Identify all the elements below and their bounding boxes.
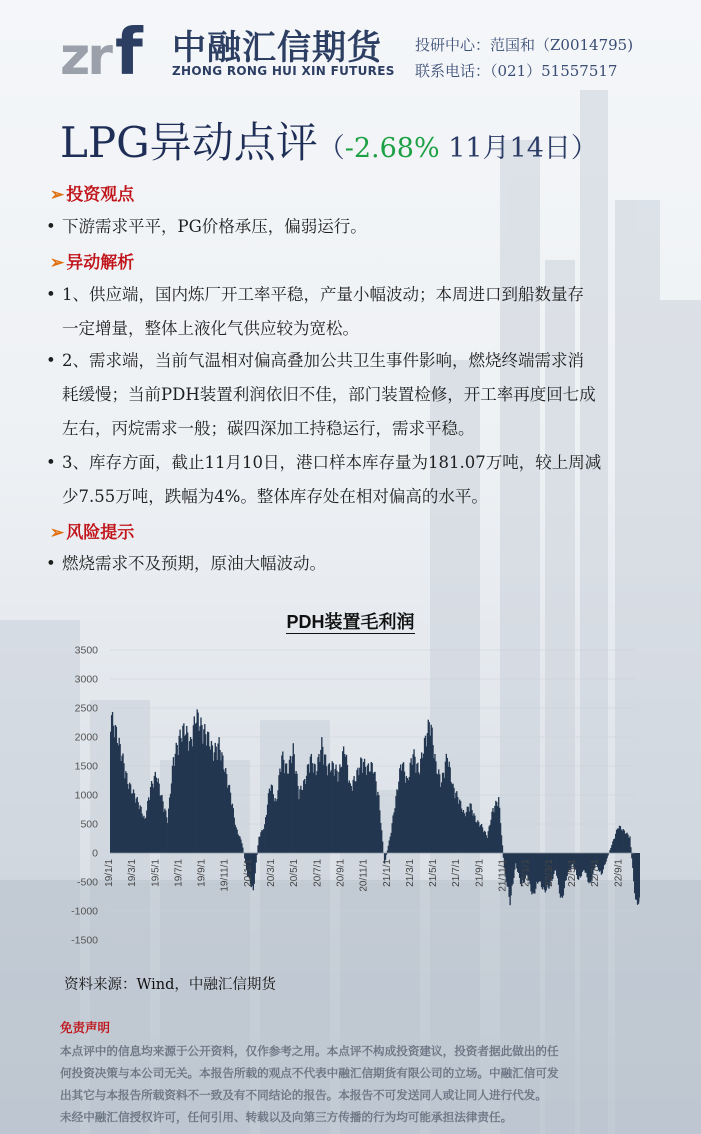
y-tick-label: 500 (80, 818, 98, 831)
x-tick-label: 21/7/1 (451, 859, 463, 887)
x-tick-label: 19/3/1 (127, 859, 139, 887)
bullet-icon: • (46, 453, 56, 472)
area-segment (502, 845, 503, 853)
title-change: -2.68% (344, 133, 440, 164)
section-analysis: ➢ 异动解析 (50, 253, 135, 273)
arrow-icon: ➢ (50, 185, 65, 205)
section-risk: ➢ 风险提示 (50, 523, 135, 543)
y-tick-label: 2500 (74, 702, 98, 715)
x-tick-label: 21/3/1 (404, 859, 416, 887)
x-tick-label: 20/1/1 (242, 859, 254, 887)
bullet-icon: • (46, 554, 56, 573)
risk-text: • 燃烧需求不及预期，原油大幅波动。 (46, 547, 658, 581)
analysis-point-1: • 1、供应端，国内炼厂开工率平稳，产量小幅波动；本周进口到船数量存 一定增量，整体上液化气供应较为宽松。 (46, 278, 658, 346)
svg-text:f: f (115, 16, 143, 82)
disclaimer-title: 免责声明 (60, 1020, 111, 1035)
arrow-icon: ➢ (50, 253, 65, 273)
x-tick-label: 22/9/1 (613, 859, 625, 887)
logo-chinese-name: 中融汇信期货 (172, 28, 382, 68)
x-tick-label: 19/5/1 (150, 859, 162, 887)
bullet-icon: • (46, 217, 56, 236)
x-tick-label: 22/7/1 (590, 859, 602, 887)
contact-phone: 联系电话：（021）51557517 (415, 62, 618, 80)
contact-analyst: 投研中心：范国和（Z0014795) (415, 36, 634, 54)
chart-title: PDH装置毛利润 (286, 612, 415, 632)
x-tick-label: 19/1/1 (104, 859, 115, 887)
x-tick-label: 21/11/1 (497, 859, 509, 892)
bullet-icon: • (46, 285, 56, 304)
x-tick-label: 22/5/1 (567, 859, 578, 887)
y-tick-label: 0 (92, 847, 98, 860)
bullet-icon: • (46, 351, 56, 370)
area-segment (242, 848, 243, 853)
x-tick-label: 19/7/1 (173, 859, 185, 887)
y-tick-label: 3000 (74, 673, 98, 686)
pdh-margin-chart (50, 640, 640, 960)
x-tick-label: 20/3/1 (266, 859, 277, 887)
contact-info (415, 32, 633, 84)
logo-english-name: ZHONG RONG HUI XIN FUTURES (172, 64, 395, 78)
x-tick-label: 20/7/1 (312, 859, 324, 887)
x-tick-label: 22/1/1 (520, 859, 532, 887)
x-tick-label: 21/5/1 (428, 859, 440, 887)
title-paren-open: （ (317, 133, 345, 164)
disclaimer-text: 本点评中的信息均来源于公开资料，仅作参考之用。本点评不构成投资建议，投资者据此做出的任 何投资决策与本公司无关。本报告所载的观点不代表中融汇信期货有限公司的立场。中融汇信可发 出其它与本报告所载资料不一致及有不同结论的报告。本报告不可发送同人或让同人进行代发。 未经中融汇信授权许可，任何引用、转载以及向第三方传播的行为均可能承担法律责任。 (60, 1044, 559, 1124)
y-tick-label: 3500 (74, 644, 98, 657)
analysis-point-2: • 2、需求端，当前气温相对偏高叠加公共卫生事件影响，燃烧终端需求消 耗缓慢；当前PDH装置利润依旧不佳，部门装置检修，开工率再度回七成 左右，丙烷需求一般；碳四深加工持稳运行，需求平稳。 (46, 344, 658, 446)
y-tick-label: 1500 (74, 760, 98, 773)
x-tick-label: 21/9/1 (474, 859, 486, 887)
x-tick-label: 19/11/1 (219, 859, 231, 892)
svg-text:zr: zr (60, 27, 110, 82)
x-tick-label: 20/5/1 (289, 859, 301, 887)
analysis-point-3: • 3、库存方面，截止11月10日，港口样本库存量为181.07万吨，较上周减 少7.55万吨，跌幅为4%。整体库存处在相对偏高的水平。 (46, 446, 658, 514)
title-date: 11月14日 (439, 133, 571, 164)
x-tick-label: 22/3/1 (543, 859, 555, 887)
y-tick-label: -1500 (71, 934, 98, 947)
y-tick-label: 2000 (74, 731, 98, 744)
y-tick-label: -500 (76, 876, 98, 889)
y-tick-label: 1000 (74, 789, 98, 802)
y-tick-label: -1000 (71, 905, 98, 918)
report-title (60, 110, 598, 170)
data-source: 资料来源：Wind，中融汇信期货 (64, 977, 276, 993)
x-tick-label: 20/11/1 (358, 859, 370, 892)
x-tick-label: 19/9/1 (196, 859, 208, 887)
title-paren-close: ） (570, 133, 598, 164)
section-investment-view: ➢ 投资观点 (50, 185, 135, 205)
area-segment (382, 842, 383, 853)
x-tick-label: 21/1/1 (381, 859, 393, 887)
x-tick-label: 20/9/1 (335, 859, 347, 887)
investment-view-text: • 下游需求平平，PG价格承压，偏弱运行。 (46, 210, 658, 244)
title-main: LPG异动点评 (60, 118, 318, 167)
arrow-icon: ➢ (50, 523, 65, 543)
area-segment (630, 847, 631, 853)
